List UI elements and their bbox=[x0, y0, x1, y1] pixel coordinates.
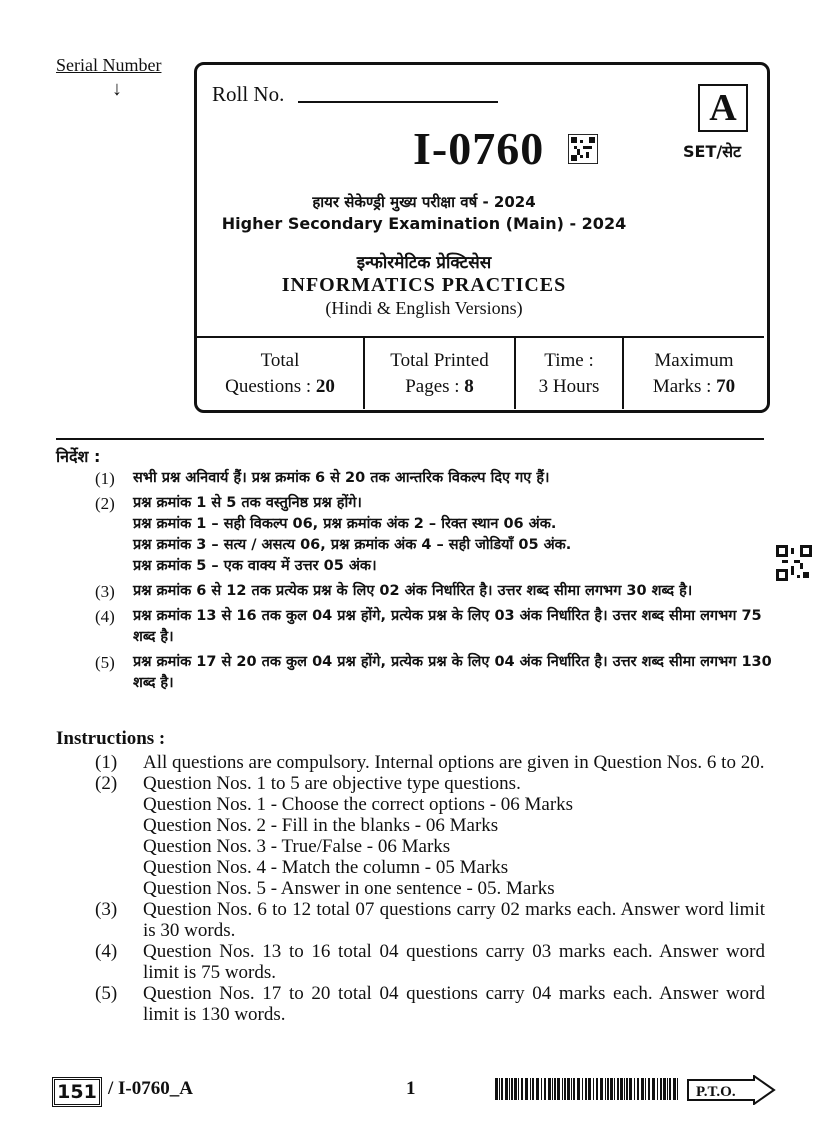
total-pages-cell bbox=[365, 338, 516, 409]
english-instruction-line: Question Nos. 5 - Answer in one sentence - 05. Marks bbox=[143, 878, 555, 899]
pages-value: 8 bbox=[464, 375, 474, 397]
barcode-bar bbox=[673, 1078, 676, 1100]
english-instruction-line: Question Nos. 13 to 16 total 04 questions carry 03 marks each. Answer word limit is 75 words. bbox=[143, 941, 765, 983]
barcode-bar bbox=[634, 1078, 635, 1100]
hindi-instruction-line: प्रश्न क्रमांक 3 – सत्य / असत्य 06, प्रश्न क्रमांक अंक 4 – सही जोडियाँ 05 अंक. bbox=[133, 537, 572, 553]
barcode-bar bbox=[660, 1078, 662, 1100]
hindi-instruction-item-text bbox=[133, 606, 775, 648]
english-instruction-item-number: (2) bbox=[95, 773, 118, 794]
time-cell bbox=[516, 338, 624, 409]
barcode-bar bbox=[624, 1078, 625, 1100]
barcode-bar bbox=[552, 1078, 553, 1100]
barcode-bar bbox=[645, 1078, 646, 1100]
hindi-instruction-item-text bbox=[133, 493, 775, 577]
barcode-bar bbox=[564, 1078, 566, 1100]
serial-number-label: Serial Number bbox=[56, 55, 162, 75]
pages-label: Total Printed bbox=[390, 349, 489, 371]
barcode-bar bbox=[600, 1078, 603, 1100]
footer-paper-ref: / I-0760_A bbox=[108, 1078, 193, 1099]
total-questions-value: 20 bbox=[315, 375, 335, 397]
versions-note: (Hindi & English Versions) bbox=[325, 298, 523, 318]
set-letter: A bbox=[698, 84, 748, 132]
barcode-bar bbox=[657, 1078, 658, 1100]
barcode-bar bbox=[626, 1078, 628, 1100]
english-instruction-item-text bbox=[143, 752, 765, 773]
barcode-bar bbox=[582, 1078, 583, 1100]
exam-title-english: Higher Secondary Examination (Main) - 2024 bbox=[221, 214, 627, 233]
hindi-instruction-item-number: (2) bbox=[95, 494, 115, 513]
hindi-instruction-item-text bbox=[133, 581, 775, 602]
barcode-bar bbox=[596, 1078, 598, 1100]
set-label: SET/सेट bbox=[683, 142, 742, 161]
english-instruction-line: Question Nos. 4 - Match the column - 05 Marks bbox=[143, 857, 509, 878]
barcode-bar bbox=[554, 1078, 556, 1100]
marks-line2 bbox=[653, 374, 735, 400]
qr-code-icon bbox=[568, 134, 598, 164]
hindi-instructions-list bbox=[95, 468, 775, 698]
english-instruction-item-text bbox=[143, 983, 765, 1025]
english-instructions-title: Instructions : bbox=[56, 728, 166, 749]
page-number: 1 bbox=[406, 1078, 416, 1099]
english-instruction-item bbox=[95, 752, 765, 773]
barcode-bar bbox=[610, 1078, 613, 1100]
english-instruction-line: Question Nos. 1 to 5 are objective type questions. bbox=[143, 773, 521, 794]
barcode-bar bbox=[571, 1078, 572, 1100]
english-instructions-list bbox=[95, 752, 765, 1025]
hindi-instruction-line: प्रश्न क्रमांक 17 से 20 तक कुल 04 प्रश्न होंगे, प्रत्येक प्रश्न के लिए 04 अंक निर्धारित है। उत्तर शब्द सीमा लगभग 130 शब्द है। bbox=[133, 654, 772, 691]
barcode-bar bbox=[509, 1078, 510, 1100]
hindi-instruction-line: प्रश्न क्रमांक 13 से 16 तक कुल 04 प्रश्न होंगे, प्रत्येक प्रश्न के लिए 03 अंक निर्धारित है। उत्तर शब्द सीमा लगभग 75 शब्द है। bbox=[133, 608, 762, 645]
english-instruction-item-number: (3) bbox=[95, 899, 118, 920]
barcode-bar bbox=[637, 1078, 639, 1100]
hindi-instruction-item-number: (1) bbox=[95, 469, 115, 488]
barcode-bar bbox=[629, 1078, 632, 1100]
hindi-instruction-item bbox=[95, 606, 775, 648]
barcode-bar bbox=[593, 1078, 594, 1100]
marks-label: Maximum bbox=[654, 349, 734, 371]
time-value: 3 Hours bbox=[538, 375, 600, 397]
english-instruction-item-number: (1) bbox=[95, 752, 118, 773]
barcode-bar bbox=[557, 1078, 560, 1100]
barcode-bar bbox=[541, 1078, 542, 1100]
hindi-instructions-title: निर्देश : bbox=[56, 447, 101, 466]
english-instruction-line: All questions are compulsory. Internal options are given in Question Nos. 6 to 20. bbox=[143, 752, 765, 773]
total-questions-label: Total bbox=[260, 349, 300, 371]
barcode-bar bbox=[677, 1078, 678, 1100]
subject-hindi: इन्फोरमेटिक प्रेक्टिसेस bbox=[356, 253, 492, 273]
hindi-instruction-item bbox=[95, 652, 775, 694]
max-marks-cell bbox=[624, 338, 764, 409]
hindi-instruction-item-number: (4) bbox=[95, 607, 115, 626]
english-instruction-item bbox=[95, 983, 765, 1025]
hindi-instruction-line: सभी प्रश्न अनिवार्य हैं। प्रश्न क्रमांक 6 से 20 तक आन्तरिक विकल्प दिए गए हैं। bbox=[133, 470, 550, 486]
english-instruction-item-text bbox=[143, 773, 765, 899]
total-questions-label2: Questions : bbox=[225, 375, 312, 397]
barcode-bar bbox=[614, 1078, 615, 1100]
barcode-bar bbox=[573, 1078, 575, 1100]
hindi-instruction-line: प्रश्न क्रमांक 6 से 12 तक प्रत्येक प्रश्न के लिए 02 अंक निर्धारित है। उत्तर शब्द सीमा लगभग 30 शब्द है। bbox=[133, 583, 693, 599]
barcode-bar bbox=[607, 1078, 609, 1100]
barcode-bar bbox=[648, 1078, 650, 1100]
english-instruction-item bbox=[95, 899, 765, 941]
barcode-bar bbox=[577, 1078, 580, 1100]
barcode-bar bbox=[562, 1078, 563, 1100]
qr-code-icon bbox=[776, 545, 812, 581]
barcode-bar bbox=[518, 1078, 519, 1100]
barcode-bar bbox=[521, 1078, 523, 1100]
roll-no-label: Roll No. bbox=[212, 82, 285, 106]
total-questions-cell bbox=[197, 338, 365, 409]
marks-value: 70 bbox=[716, 375, 736, 397]
barcode-bar bbox=[605, 1078, 606, 1100]
english-instruction-line: Question Nos. 2 - Fill in the blanks - 06 Marks bbox=[143, 815, 499, 836]
barcode-icon bbox=[495, 1078, 680, 1100]
barcode-bar bbox=[652, 1078, 655, 1100]
barcode-bar bbox=[585, 1078, 587, 1100]
barcode-bar bbox=[514, 1078, 517, 1100]
barcode-bar bbox=[620, 1078, 623, 1100]
hindi-instruction-item bbox=[95, 493, 775, 577]
paper-info-row bbox=[197, 336, 764, 409]
hindi-instruction-line: प्रश्न क्रमांक 1 – सही विकल्प 06, प्रश्न क्रमांक अंक 2 – रिक्त स्थान 06 अंक. bbox=[133, 516, 557, 532]
pto-arrow bbox=[686, 1075, 776, 1105]
barcode-bar bbox=[617, 1078, 619, 1100]
barcode-bar bbox=[505, 1078, 508, 1100]
barcode-bar bbox=[495, 1078, 498, 1100]
barcode-bar bbox=[532, 1078, 534, 1100]
time-label: Time : bbox=[544, 349, 594, 371]
hindi-instruction-line: प्रश्न क्रमांक 1 से 5 तक वस्तुनिष्ठ प्रश्न होंगे। bbox=[133, 495, 362, 511]
barcode-bar bbox=[530, 1078, 531, 1100]
barcode-bar bbox=[511, 1078, 513, 1100]
barcode-bar bbox=[663, 1078, 666, 1100]
barcode-bar bbox=[525, 1078, 528, 1100]
subject-english: INFORMATICS PRACTICES bbox=[281, 274, 567, 296]
barcode-bar bbox=[499, 1078, 500, 1100]
english-instruction-item-text bbox=[143, 899, 765, 941]
english-instruction-line: Question Nos. 1 - Choose the correct options - 06 Marks bbox=[143, 794, 574, 815]
barcode-bar bbox=[588, 1078, 591, 1100]
hindi-instruction-item-number: (3) bbox=[95, 582, 115, 601]
pages-line2 bbox=[405, 374, 474, 400]
english-instruction-item bbox=[95, 941, 765, 983]
hindi-instruction-line: प्रश्न क्रमांक 5 – एक वाक्य में उत्तर 05 अंक। bbox=[133, 558, 377, 574]
hindi-instruction-item bbox=[95, 468, 775, 489]
roll-no-field[interactable] bbox=[298, 101, 498, 103]
paper-code: I-0760 bbox=[413, 123, 545, 174]
hindi-instruction-item-number: (5) bbox=[95, 653, 115, 672]
hindi-instruction-item bbox=[95, 581, 775, 602]
barcode-bar bbox=[548, 1078, 551, 1100]
english-instruction-item-number: (4) bbox=[95, 941, 118, 962]
barcode-bar bbox=[501, 1078, 503, 1100]
hindi-instruction-item-text bbox=[133, 468, 775, 489]
english-instruction-line: Question Nos. 6 to 12 total 07 questions carry 02 marks each. Answer word limit is 30 words. bbox=[143, 899, 765, 941]
serial-arrow: ↓ bbox=[112, 78, 122, 100]
english-instruction-item bbox=[95, 773, 765, 899]
barcode-bar bbox=[536, 1078, 539, 1100]
footer-box-code: 151 bbox=[52, 1077, 102, 1107]
english-instruction-line: Question Nos. 17 to 20 total 04 questions carry 04 marks each. Answer word limit is 130 words. bbox=[143, 983, 765, 1025]
english-instruction-item-number: (5) bbox=[95, 983, 118, 1004]
exam-title-hindi: हायर सेकेण्ड्री मुख्य परीक्षा वर्ष - 2024 bbox=[312, 193, 536, 211]
barcode-bar bbox=[567, 1078, 570, 1100]
english-instruction-item-text bbox=[143, 941, 765, 983]
hindi-instruction-item-text bbox=[133, 652, 775, 694]
divider bbox=[56, 438, 764, 440]
barcode-bar bbox=[641, 1078, 644, 1100]
barcode-bar bbox=[669, 1078, 671, 1100]
barcode-bar bbox=[667, 1078, 668, 1100]
english-instruction-line: Question Nos. 3 - True/False - 06 Marks bbox=[143, 836, 451, 857]
pto-label: P.T.O. bbox=[696, 1084, 736, 1100]
total-questions-line2 bbox=[225, 374, 335, 400]
pages-label2: Pages : bbox=[405, 375, 460, 397]
marks-label2: Marks : bbox=[652, 375, 712, 397]
barcode-bar bbox=[544, 1078, 546, 1100]
